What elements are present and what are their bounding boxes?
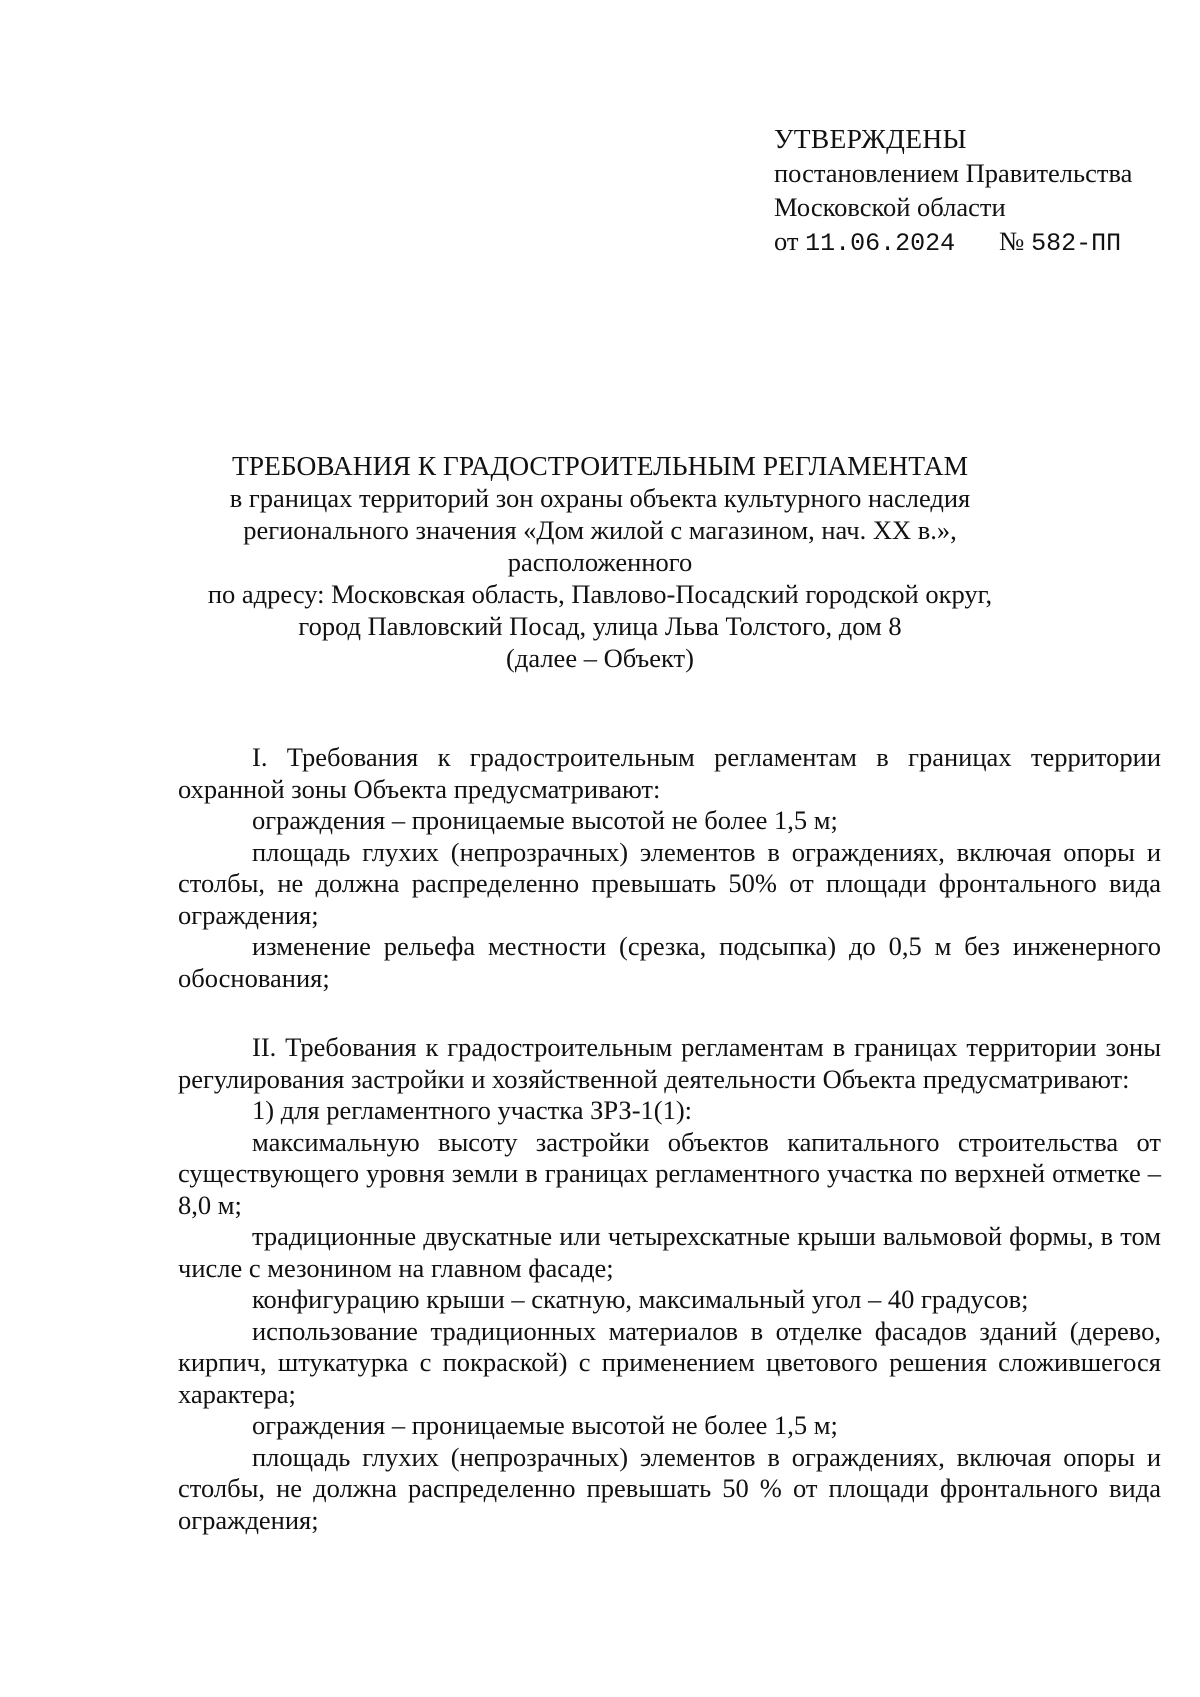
section-1-intro: I. Требования к градостроительным регламентам в границах территории охранной зоны Объекта предусматривают: bbox=[178, 742, 1161, 804]
section-2-item: конфигурацию крыши – скатную, максимальный угол – 40 градусов; bbox=[252, 1284, 1029, 1314]
approval-heading: УТВЕРЖДЕНЫ bbox=[774, 123, 967, 154]
title-line: регионального значения «Дом жилой с магазином, нач. XX в.», расположенного bbox=[243, 515, 957, 577]
section-2-item: ограждения – проницаемые высотой не более 1,5 м; bbox=[252, 1410, 838, 1440]
approval-date-line bbox=[774, 224, 1132, 261]
approval-line-1: постановлением Правительства bbox=[774, 158, 1133, 188]
approval-number-sign: № bbox=[999, 226, 1025, 256]
approval-number: 582-ПП bbox=[1031, 229, 1122, 258]
section-2-intro: II. Требования к градостроительным регламентам в границах территории зоны регулирования застройки и хозяйственной деятельности Объекта предусматривают: bbox=[178, 1032, 1161, 1094]
section-2-item: максимальную высоту застройки объектов капитального строительства от существующего уровня земли в границах регламентного участка по верхней отметке – 8,0 м; bbox=[178, 1126, 1161, 1220]
section-2-subsection: 1) для регламентного участка ЗРЗ-1(1): bbox=[252, 1095, 693, 1125]
approval-date: 11.06.2024 bbox=[805, 229, 956, 258]
section-2-item: площадь глухих (непрозрачных) элементов в ограждениях, включая опоры и столбы, не должна распределенно превышать 50 % от площади фронтального вида ограждения; bbox=[178, 1441, 1161, 1535]
approval-line-2: Московской области bbox=[774, 192, 1006, 222]
section-1-item: ограждения – проницаемые высотой не более 1,5 м; bbox=[252, 805, 838, 835]
section-1-item: изменение рельефа местности (срезка, подсыпка) до 0,5 м без инженерного обоснования; bbox=[178, 931, 1161, 993]
section-2-item: традиционные двускатные или четырехскатные крыши вальмовой формы, в том числе с мезонином на главном фасаде; bbox=[178, 1221, 1161, 1283]
title-line: по адресу: Московская область, Павлово-Посадский городской округ, bbox=[207, 579, 993, 609]
title-line: город Павловский Посад, улица Льва Толстого, дом 8 bbox=[298, 611, 902, 641]
approval-stamp bbox=[774, 122, 1132, 261]
approval-date-prefix: от bbox=[774, 226, 799, 256]
section-1 bbox=[178, 742, 1161, 994]
section-1-item: площадь глухих (непрозрачных) элементов в ограждениях, включая опоры и столбы, не должна распределенно превышать 50% от площади фронтального вида ограждения; bbox=[178, 836, 1161, 930]
section-2 bbox=[178, 1032, 1161, 1536]
document-title bbox=[150, 450, 1050, 674]
title-line: в границах территорий зон охраны объекта культурного наследия bbox=[229, 483, 971, 513]
title-line: (далее – Объект) bbox=[506, 643, 694, 673]
title-main: ТРЕБОВАНИЯ К ГРАДОСТРОИТЕЛЬНЫМ РЕГЛАМЕНТАМ bbox=[231, 450, 969, 481]
section-2-item: использование традиционных материалов в отделке фасадов зданий (дерево, кирпич, штукатурка с покраской) с применением цветового решения сложившегося характера; bbox=[178, 1315, 1161, 1409]
